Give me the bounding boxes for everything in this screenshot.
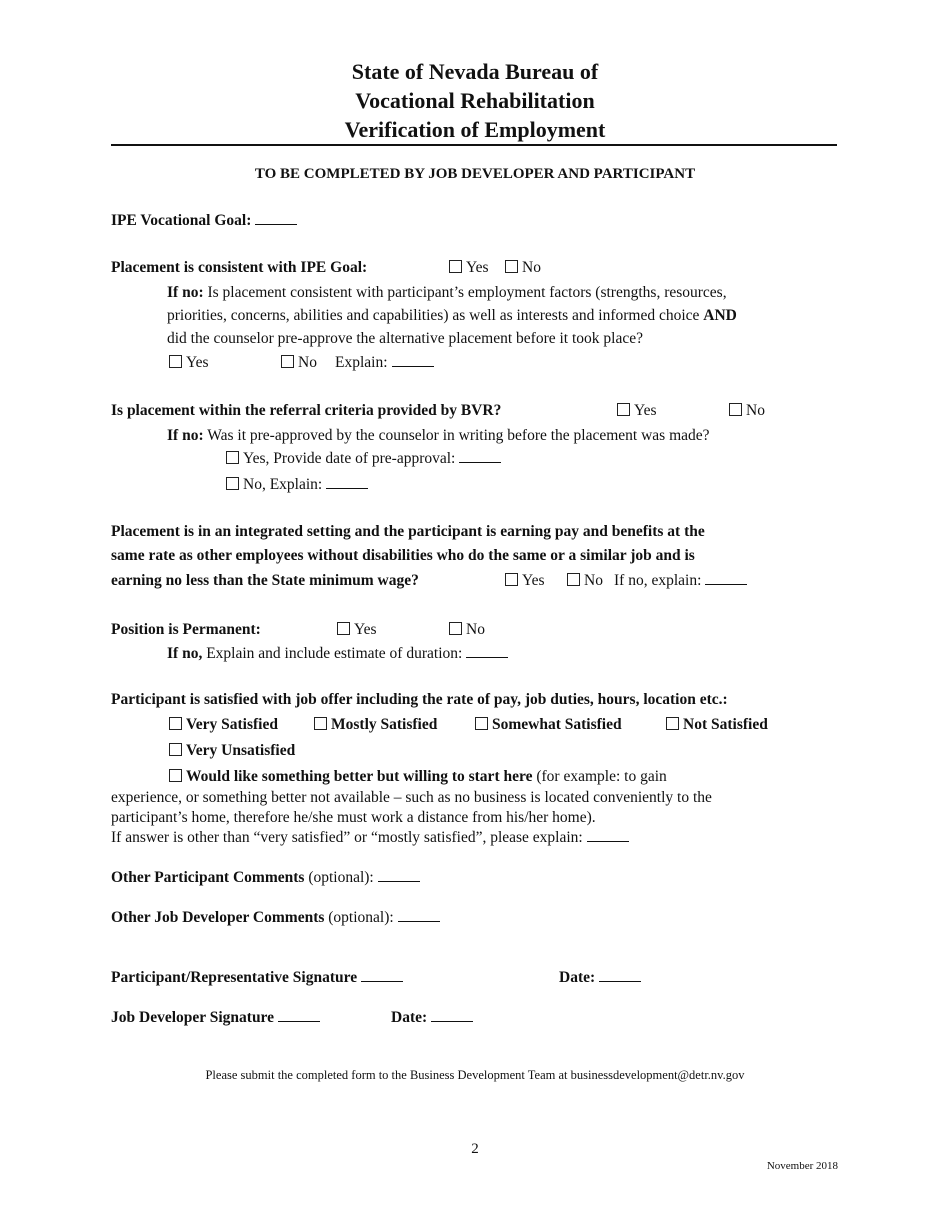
q4-no-label: No	[466, 621, 485, 638]
q3-line-2: same rate as other employees without disabilities who do the same or a similar job and is	[111, 547, 695, 564]
q5-opt5-label: Very Unsatisfied	[186, 742, 296, 759]
q5-opt2-label: Mostly Satisfied	[331, 716, 438, 733]
q4-yes-checkbox[interactable]	[337, 622, 350, 635]
subtitle: TO BE COMPLETED BY JOB DEVELOPER AND PARTICIPANT	[254, 166, 696, 182]
q5-explain-label: If answer is other than “very satisfied” or “mostly satisfied”, please explain:	[111, 829, 583, 846]
q4-sub-line	[167, 644, 508, 664]
title-line-3: Verification of Employment	[344, 117, 606, 142]
q4-no-option[interactable]	[449, 620, 485, 640]
q3-no-label: No	[584, 572, 603, 589]
q5-opt2-checkbox[interactable]	[314, 717, 327, 730]
q4-no-checkbox[interactable]	[449, 622, 462, 635]
participant-signature-row	[111, 968, 403, 988]
page-number: 2	[471, 1141, 479, 1157]
q5-label: Participant is satisfied with job offer including the rate of pay, job duties, hours, location etc.:	[111, 691, 728, 708]
q2-no-option[interactable]	[729, 401, 765, 421]
q1-sub-text-1: Is placement consistent with participant’s employment factors (strengths, resources,	[207, 284, 727, 301]
q2-no-label: No	[746, 402, 765, 419]
q1-no-option[interactable]	[505, 258, 541, 278]
q2-sub-text: Was it pre-approved by the counselor in writing before the placement was made?	[207, 427, 710, 444]
q5-opt4-checkbox[interactable]	[666, 717, 679, 730]
q1-explain-field[interactable]	[392, 353, 434, 367]
q1-sub-yes-label: Yes	[186, 354, 209, 371]
q1-yes-checkbox[interactable]	[449, 260, 462, 273]
q5-opt-mostly-satisfied[interactable]	[314, 715, 437, 735]
q2-date-field[interactable]	[459, 449, 501, 463]
q2-yes-option[interactable]	[617, 401, 657, 421]
participant-date-label: Date:	[559, 969, 596, 986]
participant-comments-field[interactable]	[378, 868, 420, 882]
developer-comments-field[interactable]	[398, 908, 440, 922]
q3-yes-label: Yes	[522, 572, 545, 589]
q2-opt-yes-checkbox[interactable]	[226, 451, 239, 464]
participant-signature-label: Participant/Representative Signature	[111, 969, 358, 986]
q3-no-checkbox[interactable]	[567, 573, 580, 586]
q1-sub-no-option[interactable]	[281, 353, 317, 373]
q4-ifno-label: If no,	[167, 645, 203, 662]
q5-opt3-checkbox[interactable]	[475, 717, 488, 730]
q5-opt1-checkbox[interactable]	[169, 717, 182, 730]
q5-opt6-checkbox[interactable]	[169, 769, 182, 782]
q1-sub-text-2: priorities, concerns, abilities and capabilities) as well as interests and informed choice	[167, 307, 700, 324]
q1-sub-line-2	[167, 306, 737, 326]
q1-label: Placement is consistent with IPE Goal:	[111, 259, 368, 276]
q2-sub-line	[167, 426, 710, 446]
participant-comments-row	[111, 868, 420, 888]
q5-explain-field[interactable]	[587, 828, 629, 842]
q2-opt-yes-label: Yes, Provide date of pre-approval:	[243, 450, 456, 467]
q1-sub-no-label: No	[298, 354, 317, 371]
q5-opt3-label: Somewhat Satisfied	[492, 716, 622, 733]
q3-no-option[interactable]	[567, 571, 603, 591]
q5-opt-very-satisfied[interactable]	[169, 715, 278, 735]
q1-sub-yes-checkbox[interactable]	[169, 355, 182, 368]
q5-opt-not-satisfied[interactable]	[666, 715, 768, 735]
q2-yes-checkbox[interactable]	[617, 403, 630, 416]
developer-comments-label: Other Job Developer Comments	[111, 909, 325, 926]
q3-explain-label: If no, explain:	[614, 572, 702, 589]
developer-signature-field[interactable]	[278, 1008, 320, 1022]
ipe-goal-label: IPE Vocational Goal:	[111, 212, 252, 229]
q4-sub-text: Explain and include estimate of duration:	[206, 645, 463, 662]
q2-ifno-label: If no:	[167, 427, 204, 444]
q1-explain-label: Explain:	[335, 354, 388, 371]
developer-date-label: Date:	[391, 1009, 428, 1026]
q5-opt1-label: Very Satisfied	[186, 716, 278, 733]
q1-explain-row	[335, 353, 434, 373]
q2-opt-yes[interactable]	[226, 449, 501, 469]
q5-opt6-label: Would like something better but willing to start here	[186, 768, 533, 785]
developer-signature-row	[111, 1008, 320, 1028]
participant-date-field[interactable]	[599, 968, 641, 982]
q4-duration-field[interactable]	[466, 644, 508, 658]
q3-yes-option[interactable]	[505, 571, 545, 591]
q5-opt-very-unsatisfied[interactable]	[169, 741, 295, 761]
title-divider	[111, 144, 837, 146]
participant-signature-field[interactable]	[361, 968, 403, 982]
q2-opt-no[interactable]	[226, 475, 368, 495]
ipe-goal-field[interactable]	[255, 211, 297, 225]
developer-signature-label: Job Developer Signature	[111, 1009, 275, 1026]
q5-opt6-note: (for example: to gain	[536, 768, 667, 785]
q1-ifno-label: If no:	[167, 284, 204, 301]
q3-explain-field[interactable]	[705, 571, 747, 585]
q4-yes-option[interactable]	[337, 620, 377, 640]
participant-comments-optional: (optional):	[308, 869, 374, 886]
q2-yes-label: Yes	[634, 402, 657, 419]
developer-comments-row	[111, 908, 440, 928]
q4-yes-label: Yes	[354, 621, 377, 638]
participant-comments-label: Other Participant Comments	[111, 869, 305, 886]
developer-comments-optional: (optional):	[328, 909, 394, 926]
q3-explain-row	[614, 571, 747, 591]
ipe-goal-row	[111, 211, 297, 231]
q2-opt-no-checkbox[interactable]	[226, 477, 239, 490]
q5-opt-somewhat-satisfied[interactable]	[475, 715, 622, 735]
q1-no-checkbox[interactable]	[505, 260, 518, 273]
q1-sub-line-1	[167, 283, 727, 303]
q4-label: Position is Permanent:	[111, 621, 261, 638]
q5-note-line-3: participant’s home, therefore he/she must work a distance from his/her home).	[111, 809, 596, 826]
q5-opt-would-like-better[interactable]	[169, 767, 667, 787]
q2-opt-no-label: No, Explain:	[243, 476, 323, 493]
q2-label: Is placement within the referral criteria provided by BVR?	[111, 402, 502, 419]
q1-and-text: AND	[703, 307, 737, 324]
title-line-2: Vocational Rehabilitation	[355, 88, 595, 113]
submit-instructions: Please submit the completed form to the Business Development Team at businessdevelopment@detr.nv.gov	[205, 1068, 745, 1082]
q5-note-line-2: experience, or something better not available – such as no business is located conveniently to the	[111, 789, 712, 806]
q2-no-checkbox[interactable]	[729, 403, 742, 416]
q5-opt4-label: Not Satisfied	[683, 716, 768, 733]
developer-date-row	[391, 1008, 473, 1028]
q3-line-1: Placement is in an integrated setting and the participant is earning pay and benefits at the	[111, 523, 705, 540]
q1-sub-no-checkbox[interactable]	[281, 355, 294, 368]
title-line-1: State of Nevada Bureau of	[351, 59, 599, 84]
q2-explain-field[interactable]	[326, 475, 368, 489]
q3-yes-checkbox[interactable]	[505, 573, 518, 586]
revision-date: November 2018	[766, 1160, 838, 1172]
q5-note-line-4	[111, 828, 629, 848]
q5-opt5-checkbox[interactable]	[169, 743, 182, 756]
q1-yes-option[interactable]	[449, 258, 489, 278]
q1-sub-yes-option[interactable]	[169, 353, 209, 373]
q1-sub-line-3: did the counselor pre-approve the alternative placement before it took place?	[167, 330, 643, 347]
q3-line-3: earning no less than the State minimum wage?	[111, 572, 419, 589]
participant-date-row	[559, 968, 641, 988]
q1-yes-label: Yes	[466, 259, 489, 276]
developer-date-field[interactable]	[431, 1008, 473, 1022]
q1-no-label: No	[522, 259, 541, 276]
